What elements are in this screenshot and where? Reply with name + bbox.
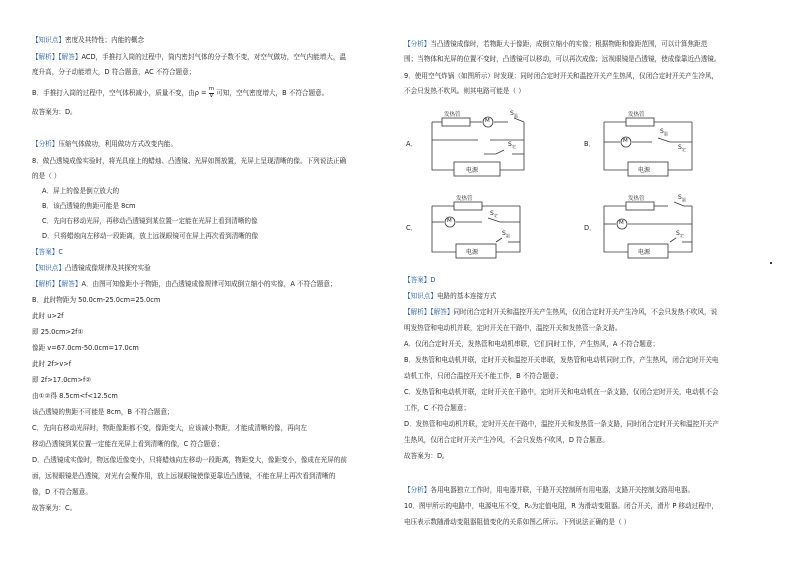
analysis-text: 即 2f>17.0cm>f②: [32, 376, 92, 384]
analysis-text: 度升高，分子动能增大，D 符合题意，AC 不符合题意；: [32, 68, 196, 76]
tag-commentary: 【分析】: [404, 486, 431, 494]
analysis-text: B．此时物距为 50.0cm-25.0cm=25.0cm: [32, 296, 161, 304]
motor-icon: M: [447, 218, 452, 224]
analysis-line: [32, 53, 346, 61]
analysis-text: B．手推打入筒的过程中，空气体积减小，质量不变，由ρ =: [32, 89, 207, 97]
answer-line: 故答案为：D。: [404, 452, 449, 460]
analysis-text: A．仅闭合定时开关，发热管和电动机串联，它们同时工作，产生热风，A 不符合题意；: [404, 340, 660, 348]
analysis-text: B．发热管和电动机并联，定时开关和温控开关串联，发热管和电动机同时工作，产生热风，闭合定时开关电: [404, 356, 719, 364]
answer-tag-line: [404, 276, 435, 284]
analysis-text: D．发热管和电动机并联，定时开关在干路中，温控开关和发热管一条支路，同时闭合定时开关和温控开关产: [404, 420, 719, 428]
circuit-diagram-d: [598, 194, 702, 266]
analysis-text: 明发热管和电动机并联，定时开关在干路中，温控开关和发热管一条支路。: [404, 324, 622, 332]
heater-label: 发热管: [456, 196, 473, 202]
knowledge-point-line: [32, 36, 144, 44]
analysis-text: 像距 v=67.0cm-50.0cm=17.0cm: [32, 344, 139, 352]
option-d-label: D．: [584, 224, 596, 232]
analysis-text: 动机工作，只闭合温控开关不能工作，B 不符合题意；: [404, 372, 563, 380]
tag-knowledge: 【知识点】: [32, 264, 65, 272]
fraction-denominator: V: [209, 92, 214, 99]
switch-label: $S_温$: [660, 128, 668, 137]
analysis-density-line: [32, 87, 328, 99]
answer-tag-line: [32, 248, 63, 256]
knowledge-text: 电路的基本连接方式: [436, 292, 497, 300]
analysis-line: [32, 280, 337, 288]
question-8-option-b: B．该凸透镜的焦距可能是 8cm: [42, 202, 136, 210]
tag-knowledge: 【知识点】: [32, 36, 65, 44]
commentary-text: 围；当物体和光屏的位置不变时，凸透镜可以移动，可以再次成像；远视眼镜是凸透镜，使成像靠近凸透镜。: [404, 55, 721, 63]
answer-line: 故答案为：C。: [32, 504, 77, 512]
knowledge-text: 凸透镜成像规律及其探究实验: [64, 264, 151, 272]
tag-commentary: 【分析】: [32, 140, 59, 148]
heater-label: 发热管: [628, 196, 645, 202]
fraction-numerator: m: [208, 86, 215, 92]
question-10-stem: 10．图甲所示的电路中，电源电压不变，R₀为定值电阻，R 为滑动变阻器。闭合开关，滑片 P 移动过程中，: [404, 502, 718, 510]
power-source-label: 电源: [466, 249, 479, 256]
tag-analysis: 【解析】【解答】: [32, 280, 82, 288]
switch-label: $S_定$: [490, 210, 498, 219]
answer-value: C: [58, 248, 63, 256]
heater-label: 发热管: [628, 112, 645, 118]
heater-label: 发热管: [444, 112, 461, 118]
power-source-label: 电源: [466, 167, 479, 174]
tag-knowledge: 【知识点】: [404, 292, 437, 300]
tag-analysis: 【解析】【解答】: [404, 308, 454, 316]
analysis-text: 同时闭合定时开关和温控开关产生热风，仅闭合定时开关产生冷风，不会只发热不吹风，说: [453, 308, 718, 316]
motor-icon: M: [619, 220, 624, 226]
knowledge-text: 密度及其特性；内能的概念: [64, 36, 145, 44]
analysis-line: [404, 308, 717, 316]
tag-commentary: 【分析】: [404, 40, 431, 48]
circuit-diagram-c: [426, 194, 530, 266]
question-8-stem: 8．做凸透镜成像实验时，将光具座上的蜡烛、凸透镜、光屏如图放置，光屏上呈现清晰的像。下列说法正确: [32, 157, 347, 165]
power-source-label: 电源: [638, 167, 651, 174]
question-9-stem: 不会只发热不吹风。则其电路可能是（ ）: [404, 87, 525, 95]
analysis-text: 可知，空气密度增大，B 不符合题意。: [216, 89, 329, 97]
tag-answer: 【答案】: [32, 248, 59, 256]
fraction-m-over-v: [209, 87, 214, 99]
analysis-text: 工作，C 不符合题意；: [404, 404, 471, 412]
power-source-label: 电源: [638, 249, 651, 256]
analysis-text: 此时 u>2f: [32, 312, 64, 320]
switch-label: $S_定$: [678, 144, 686, 153]
switch-label: $S_定$: [508, 141, 516, 150]
motor-icon: M: [623, 138, 628, 144]
commentary-line: [404, 40, 707, 48]
commentary-text: 当凸透镜成像时，若物距大于像距，成倒立缩小的实像；根据物距和像距范围，可以计算焦距范: [430, 40, 708, 48]
analysis-text: A．由图可知像距小于物距，由凸透镜成像规律可知成倒立缩小的实像，A 不符合题意；: [81, 280, 337, 288]
analysis-text: 面，远视眼镜是凸透镜，对光有会聚作用，放上远视眼镜使像更靠近凸透镜，不能在屏上再次看到清晰的: [32, 472, 336, 480]
option-a-label: A．: [406, 140, 418, 148]
analysis-text: 此时 2f>v>f: [32, 360, 72, 368]
analysis-text: D．凸透镜成实像时，物远像近像变小，只将蜡烛向左移动一段距离，物距变大，像距变小，像成在光屏的前: [32, 456, 347, 464]
analysis-text: 该凸透镜的焦距不可能是 8cm，B 不符合题意；: [32, 408, 174, 416]
commentary-text: 压缩气体做功，利用做功方式改变内能。: [58, 140, 178, 148]
stray-mark: [770, 262, 772, 264]
knowledge-point-line: [404, 292, 496, 300]
switch-label: $S_温$: [502, 230, 510, 239]
analysis-text: 生热风，仅闭合定时开关产生冷风，不会只发热不吹风，D 符合题意。: [404, 436, 609, 444]
tag-analysis: 【解析】【解答】: [32, 53, 82, 61]
analysis-text: 像，D 不符合题意。: [32, 488, 92, 496]
analysis-text: C．发热管和电动机并联，定时开关在干路中，定时开关和电动机在一条支路，仅闭合定时开关，电动机不会: [404, 388, 719, 396]
switch-label: $S_温$: [678, 194, 686, 203]
option-b-label: B．: [584, 140, 596, 148]
question-8-stem: 的是（ ）: [32, 172, 61, 180]
analysis-text: 即 25.0cm>2f①: [32, 328, 84, 336]
circuit-diagram-b: [598, 106, 702, 180]
tag-answer: 【答案】: [404, 276, 431, 284]
switch-label: $S_温$: [510, 110, 518, 119]
commentary-line: [32, 140, 177, 148]
question-9-stem: 9．使用空气炸锅（如图所示）时发现：同时闭合定时开关和温控开关产生热风，仅闭合定时开关产生冷风，: [404, 72, 719, 80]
question-8-option-d: D．只将蜡烛向左移动一段距离，放上远视眼镜可在屏上再次看到清晰的像: [42, 232, 259, 240]
question-10-stem: 电压表示数随滑动变阻器阻值变化的关系如图乙所示。下列说法正确的是（ ）: [404, 518, 631, 526]
answer-value: D: [430, 276, 436, 284]
commentary-text: 各用电器独立工作时，用电器并联，干路开关控制所有用电器，支路开关控制支路用电器。: [430, 486, 695, 494]
motor-icon: M: [485, 118, 490, 124]
knowledge-point-line: [32, 264, 151, 272]
analysis-text: 移动凸透镜到某位置一定能在光屏上看到清晰的像，C 符合题意；: [32, 440, 224, 448]
question-8-option-c: C．先向右移动光屏，再移动凸透镜到某位置一定能在光屏上看到清晰的像: [42, 217, 258, 225]
circuit-diagram-a: [426, 106, 530, 180]
analysis-text: 由①②得 8.5cm<f<12.5cm: [32, 392, 118, 400]
question-8-option-a: A．屏上的像是倒立放大的: [42, 187, 120, 195]
analysis-text: ACD，手推打入筒的过程中，筒内密封气体的分子数不变，对空气做功，空气内能增大，温: [81, 53, 347, 61]
answer-line: 故答案为：D。: [32, 108, 77, 116]
analysis-text: C．先向右移动光屏时，物距像距都不变，像距变大，应该减小物距，才能成清晰的像，再向左: [32, 424, 307, 432]
option-c-label: C．: [406, 224, 418, 232]
switch-label: $S_定$: [676, 230, 684, 239]
commentary-line: [404, 486, 694, 494]
